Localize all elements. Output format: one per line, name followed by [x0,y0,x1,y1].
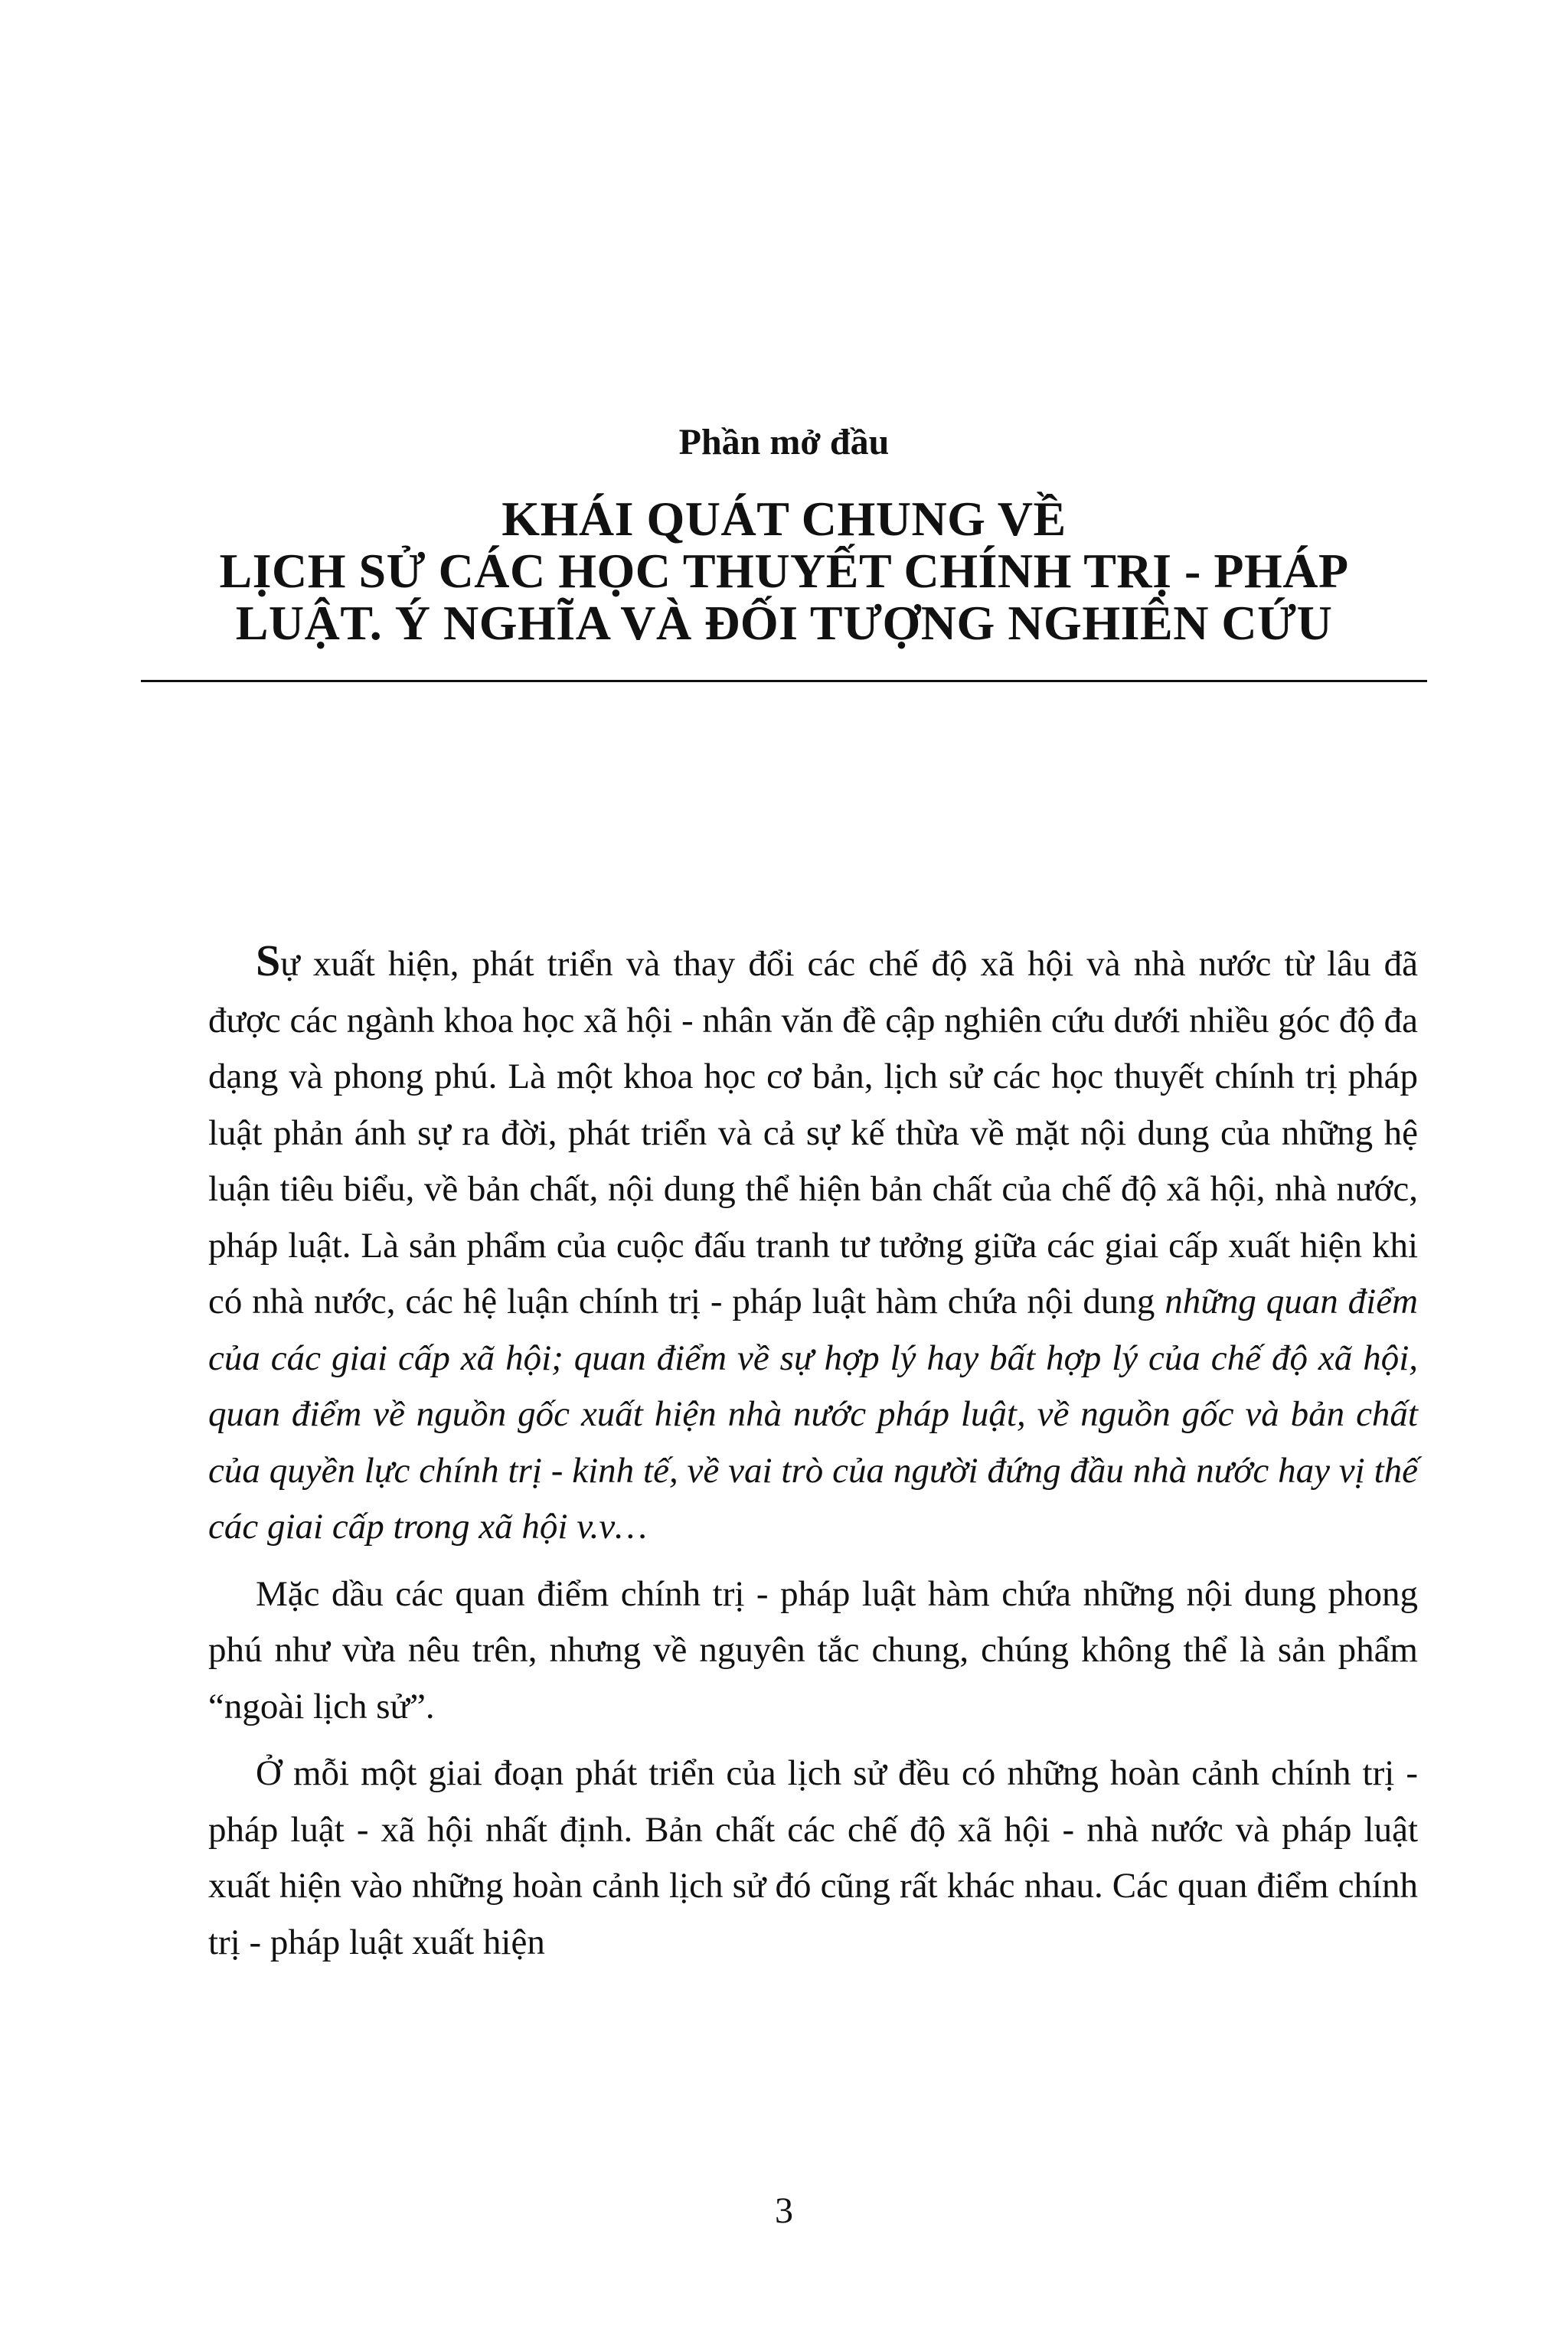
section-label: Phần mở đầu [678,422,890,462]
chapter-title-line-2: LỊCH SỬ CÁC HỌC THUYẾT CHÍNH TRỊ - PHÁP [219,544,1349,598]
paragraph-3: Ở mỗi một giai đoạn phát triển của lịch sử đều có những hoàn cảnh chính trị - pháp luật - xã hội nhất định. Bản chất các chế độ xã hội - nhà nước và pháp luật xuất hiện vào những hoàn cảnh lịch sử đó cũng rất khác nhau. Các quan điểm chính trị - pháp luật xuất hiện [208,1753,1418,1962]
paragraph-1-text: ự xuất hiện, phát triển và thay đổi các chế độ xã hội và nhà nước từ lâu đã được các ngành khoa học xã hội - nhân văn đề cập nghiên cứu dưới nhiều góc độ đa dạng và phong phú. Là một khoa học cơ bản, lịch sử các học thuyết chính trị pháp luật phản ánh sự ra đời, phát triển và cả sự kế thừa về mặt nội dung của những hệ luận tiêu biểu, về bản chất, nội dung thể hiện bản chất của chế độ xã hội, nhà nước, pháp luật. Là sản phẩm của cuộc đấu tranh tư tưởng giữa các giai cấp xuất hiện khi có nhà nước, các hệ luận chính trị - pháp luật hàm chứa nội dung [208,944,1419,1321]
drop-cap: S [256,936,281,985]
paragraph-1-italic-text: những quan điểm của các giai cấp xã hội; quan điểm về sự hợp lý hay bất hợp lý của chế độ xã hội, quan điểm về nguồn gốc xuất hiện nhà nước pháp luật, về nguồn gốc và bản chất của quyền lực chính trị - kinh tế, về vai trò của người đứng đầu nhà nước hay vị thế các giai cấp trong xã hội v.v… [208,1282,1418,1547]
paragraph-2: Mặc dầu các quan điểm chính trị - pháp luật hàm chứa những nội dung phong phú như vừa nêu trên, nhưng về nguyên tắc chung, chúng không thể là sản phẩm “ngoài lịch sử”. [208,1573,1418,1726]
chapter-title [141,493,1427,649]
paragraph-1 [208,933,1418,1556]
page-number: 3 [775,2190,793,2231]
chapter-title-line-1: KHÁI QUÁT CHUNG VỀ [501,492,1067,546]
chapter-title-line-3: LUẬT. Ý NGHĨA VÀ ĐỐI TƯỢNG NGHIÊN CỨU [235,596,1333,650]
body-text [208,933,1418,1971]
title-divider [141,680,1427,682]
